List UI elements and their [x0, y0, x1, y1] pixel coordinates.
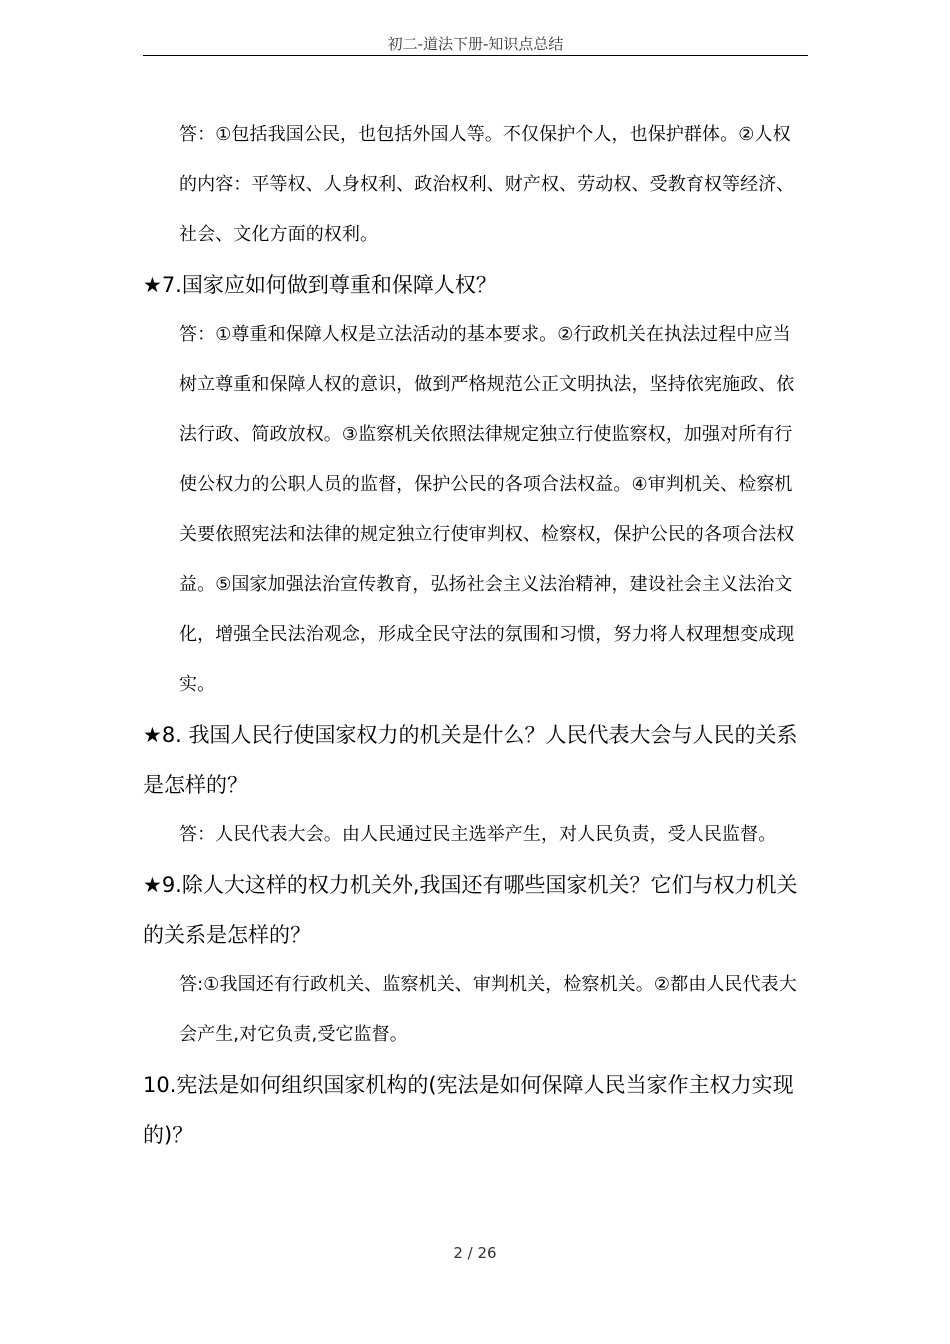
question-9: ★9.除人大这样的权力机关外,我国还有哪些国家机关？它们与权力机关的关系是怎样的？ [143, 873, 798, 947]
document-body [143, 110, 803, 1160]
answer-8-text: 答：人民代表大会。由人民通过民主选举产生，对人民负责，受人民监督。 [179, 824, 777, 845]
page-header: 初二-道法下册-知识点总结 [387, 35, 564, 53]
question-8: ★8. 我国人民行使国家权力的机关是什么？人民代表大会与人民的关系是怎样的？ [143, 723, 798, 797]
question-10: 10.宪法是如何组织国家机构的(宪法是如何保障人民当家作主权力实现的)？ [143, 1073, 794, 1147]
page-number: 2 / 26 [453, 1244, 497, 1262]
question-7: ★7.国家应如何做到尊重和保障人权？ [143, 273, 497, 297]
answer-7-text: 答：①尊重和保障人权是立法活动的基本要求。②行政机关在执法过程中应当树立尊重和保障人权的意识，做到严格规范公正文明执法，坚持依宪施政、依法行政、简政放权。③监察机关依照法律规定独立行使监察权，加强对所有行使公权力的公职人员的监督，保护公民的各项合法权益。④审判机关、检察机关要依照宪法和法律的规定独立行使审判权、检察权，保护公民的各项合法权益。⑤国家加强法治宣传教育，弘扬社会主义法治精神，建设社会主义法治文化，增强全民法治观念，形成全民守法的氛围和习惯，努力将人权理想变成现实。 [179, 324, 795, 695]
header-divider [143, 55, 808, 56]
answer-6-text: 答：①包括我国公民，也包括外国人等。不仅保护个人，也保护群体。②人权的内容：平等权、人身权利、政治权利、财产权、劳动权、受教育权等经济、社会、文化方面的权利。 [179, 124, 795, 245]
answer-9-text: 答:①我国还有行政机关、监察机关、审判机关，检察机关。②都由人民代表大会产生,对它负责,受它监督。 [179, 974, 797, 1045]
